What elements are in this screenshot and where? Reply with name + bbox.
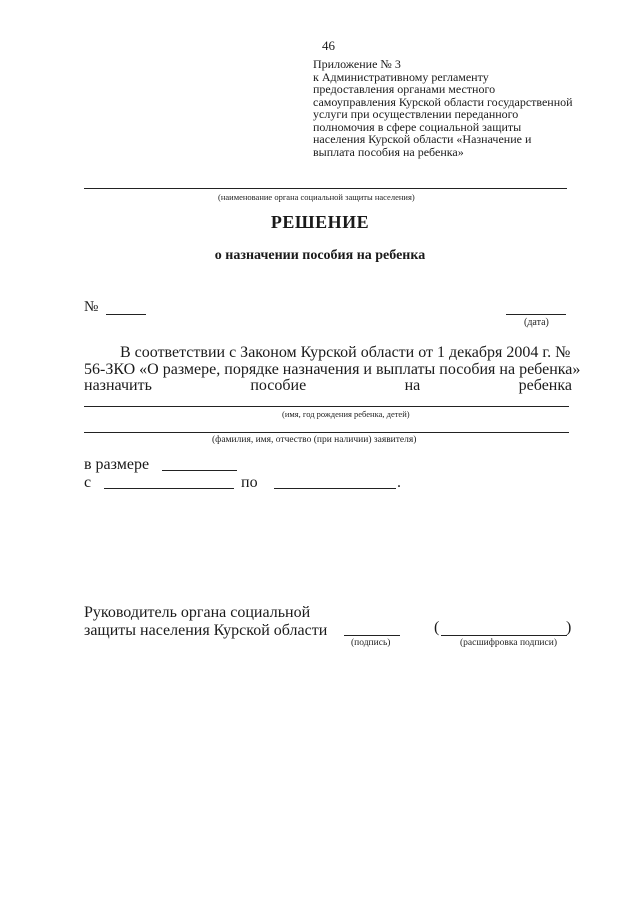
number-label: № [84,299,99,315]
word-benefit: пособие [250,377,307,394]
page-number: 46 [322,38,335,53]
word-on: на [404,377,421,394]
bracket-close: ) [566,619,572,636]
appendix-line: выплата пособия на ребенка» [313,144,464,159]
body-line-2: 56-ЗКО «О размере, порядке назначения и выплаты пособия на ребенка» [84,361,581,378]
body-line-3 [84,377,572,394]
signatory-line-2: защиты населения Курской области [84,622,328,639]
period-to-label: по [241,474,258,491]
appendix-line: предоставления органами местного [313,82,496,96]
amount-field-line [162,470,237,471]
period-to-line [274,488,396,489]
document-title: РЕШЕНИЕ [270,212,370,232]
period-from-label: с [84,474,92,491]
org-name-caption: (наименование органа социальной защиты населения) [218,192,415,202]
appendix-line: к Административному регламенту [313,69,489,84]
amount-label: в размере [84,456,150,473]
date-field-line [506,314,566,315]
decoding-caption: (расшифровка подписи) [460,638,557,648]
signature-line [344,635,400,636]
word-child: ребенка [518,377,572,394]
document-subtitle: о назначении пособия на ребенка [214,248,426,263]
signature-caption: (подпись) [351,638,391,648]
child-info-line [84,406,569,407]
applicant-line [84,432,569,433]
child-info-caption: (имя, год рождения ребенка, детей) [282,409,410,419]
signatory-line-1: Руководитель органа социальной [84,604,311,621]
appendix-line: Приложение № 3 [313,57,401,71]
appendix-note [313,58,573,158]
date-caption: (дата) [524,317,549,328]
decoding-line [441,635,567,636]
body-line-1: В соответствии с Законом Курской области от 1 декабря 2004 г. № [120,344,571,361]
appendix-line: полномочия в сфере социальной защиты [313,119,522,134]
word-assign: назначить [84,377,152,394]
applicant-caption: (фамилия, имя, отчество (при наличии) заявителя) [212,435,417,445]
period-end-mark: . [397,474,401,491]
appendix-line: населения Курской области «Назначение и [313,132,532,146]
period-from-line [104,488,234,489]
appendix-line: услуги при осуществлении переданного [313,107,519,121]
number-field-line [106,314,146,315]
org-name-line [84,188,567,189]
bracket-open: ( [434,619,440,636]
appendix-line: самоуправления Курской области государственной [313,94,573,109]
